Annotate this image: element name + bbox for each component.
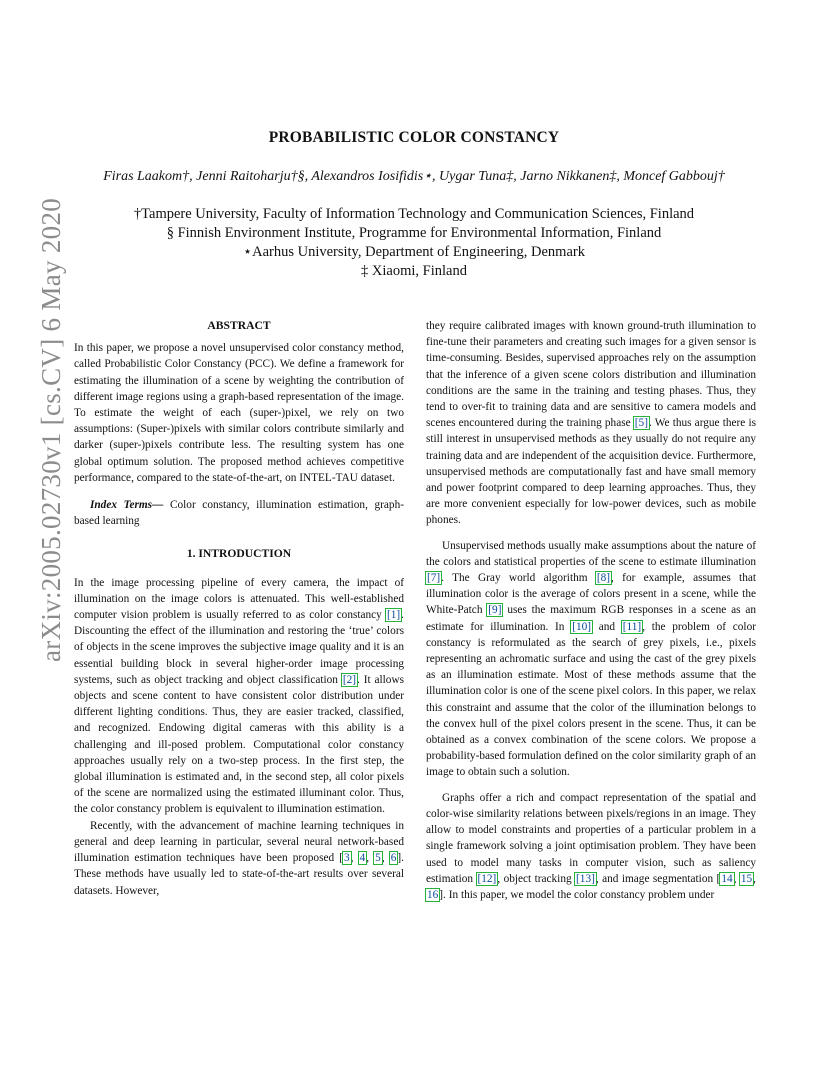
affiliation-tampere: †Tampere University, Faculty of Information Technology and Communication Sciences, Finland (133, 206, 695, 222)
intro-paragraph-4 (426, 538, 756, 781)
citation-link[interactable]: [2] (342, 673, 357, 686)
citation-link[interactable]: 16 (427, 888, 439, 901)
abstract-heading: ABSTRACT (207, 319, 271, 332)
right-column (426, 318, 756, 903)
intro-paragraph-3 (426, 318, 756, 529)
intro-paragraph-5 (426, 790, 756, 903)
text-run: In the image processing pipeline of every camera, the impact of illumination on the image colors is attenuated. This well-established computer vision problem is usually referred to as color constancy (74, 576, 404, 622)
citation-link[interactable]: [1] (386, 609, 401, 622)
index-terms-label: Index Terms— (90, 499, 164, 512)
text-run: . The Gray world algorithm (441, 572, 596, 585)
index-terms-text: Color constancy, illumination estimation, graph-based learning (74, 499, 404, 528)
text-run: , (366, 852, 375, 865)
text-run: ]. These methods have usually led to state-of-the-art results over several datasets. However, (74, 852, 404, 897)
intro-paragraph-2 (74, 818, 404, 899)
paper-title: PROBABILISTIC COLOR CONSTANCY (268, 129, 560, 146)
text-run: and (592, 620, 622, 633)
text-run: , and image segmentation [ (595, 872, 721, 885)
left-column (74, 318, 404, 899)
text-run: , (350, 852, 359, 865)
introduction-heading: 1. INTRODUCTION (186, 547, 292, 561)
citation-link[interactable]: [5] (634, 417, 648, 430)
citation-link[interactable]: 15 (740, 872, 753, 885)
text-run: , (753, 872, 756, 885)
citation-link[interactable]: [10] (572, 620, 592, 633)
text-run: , the problem of color constancy is reformulated as the search of grey pixels, i.e., pixels representing an achromatic surface and using the cast of the grey pixels as an illumination estimate. Most of these methods assume that the illumination color is one of the scene pixel colors. In this paper, we relax this constraint and assume that the color of the illumination belongs to the convex hull of the pixel colors present in the scene. Thus, it can be obtained as a convex combination of the scene colors. We propose a probability-based formulation defined on the color similarity graph of an image to obtain such a solution. (426, 620, 756, 779)
citation-link[interactable]: 4 (359, 852, 366, 865)
text-run: . It allows objects and scene content to have consistent color distribution under different lighting conditions. Thus, they are easier tracked, classified, and recognized. Endowing digital cameras with this ability is a challenging and ill-posed problem. Computational color constancy approaches usually rely on a two-step process. In the first step, the global illumination is estimated and, in the second step, all color pixels of the scene are normalized using the estimated illuminant color. Thus, the color constancy problem is equivalent to illumination estimation. (74, 673, 404, 816)
affiliations (0, 205, 828, 281)
text-run: . Discounting the effect of the illumination and restoring the ‘true’ colors of objects in the scene improves the subjective image quality and it is an essential building block in several higher-order image processing systems, such as object tracking and object classification (74, 609, 404, 686)
text-run: , for example, assumes that illumination color is the average of colors present in a scene, while the White-Patch (426, 572, 756, 617)
affiliation-syke: § Finnish Environment Institute, Programme for Environmental Information, Finland (166, 225, 662, 241)
affiliation-xiaomi: ‡ Xiaomi, Finland (361, 263, 467, 279)
text-run: , (733, 872, 740, 885)
index-terms (74, 497, 404, 529)
text-run: they require calibrated images with known ground-truth illumination to fine-tune their parameters and creating such images for a given sensor is time-consuming. Besides, supervised approaches rely on the assumption that the inference of a given scene colors distribution and illumination conditions are the same in the training and testing phases. Thus, they tend to over-fit to training data and are sensitive to camera models and scenes encountered during the training phase (426, 320, 756, 430)
citation-link[interactable]: [12] (477, 872, 497, 885)
text-run: Unsupervised methods usually make assumptions about the nature of the colors and statistical properties of the scene to estimate illumination (426, 539, 756, 568)
citation-link[interactable]: [8] (596, 572, 611, 585)
text-run: , object tracking (497, 872, 576, 885)
text-run: Graphs offer a rich and compact representation of the spatial and color-wise similarity relations between pixels/regions in an image. They allow to model constraints and properties of a particular problem in a single framework solving a joint optimisation problem. They have been used to model many tasks in computer vision, such as saliency estimation (426, 791, 756, 885)
text-run: , (381, 852, 390, 865)
citation-link[interactable]: [9] (488, 604, 502, 617)
text-run: uses the maximum RGB responses in a scene as an estimate for illumination. In (426, 604, 756, 633)
citation-link[interactable]: [11] (622, 620, 642, 633)
text-run: . We thus argue there is still interest in unsupervised methods as they usually do not require any training data and are independent of the acquisition device. Furthermore, unsupervised methods are computationally fast and have small memory and power footprint compared to deep learning approaches. Thus, they are more convenient especially for low-power devices, such as mobile phones. (426, 417, 756, 527)
text-run: Recently, with the advancement of machine learning techniques in general and deep learning in particular, several neural network-based illumination estimation techniques have been proposed [ (74, 819, 404, 865)
abstract-text: In this paper, we propose a novel unsupervised color constancy method, called Probabilistic Color Constancy (PCC). We define a framework for estimating the illumination of a scene by weighting the contribution of different image regions using a graph-based representation of the image. To estimate the weight of each (super-)pixel, we rely on two assumptions: (Super-)pixels with similar colors contribute similarly and darker (super-)pixels contribute less. The resulting system has one global optimum solution. The proposed method achieves competitive performance, compared to the state-of-the-art, on INTEL-TAU dataset. (74, 342, 404, 484)
citation-link[interactable]: 6 (390, 852, 397, 865)
author-list: Firas Laakom†, Jenni Raitoharju†§, Alexandros Iosifidis⋆, Uygar Tuna‡, Jarno Nikkanen‡, Moncef Gabbouj† (103, 169, 725, 184)
citation-link[interactable]: [7] (427, 572, 441, 585)
citation-link[interactable]: 5 (375, 852, 381, 865)
citation-link[interactable]: [13] (576, 872, 595, 885)
arxiv-identifier: arXiv:2005.02730v1 [cs.CV] 6 May 2020 (36, 197, 66, 662)
intro-paragraph-1 (74, 575, 404, 818)
citation-link[interactable]: 14 (721, 872, 733, 885)
citation-link[interactable]: 3 (344, 852, 350, 865)
text-run: ]. In this paper, we model the color constancy problem under (439, 888, 715, 901)
affiliation-aarhus: ⋆Aarhus University, Department of Engineering, Denmark (243, 244, 585, 260)
